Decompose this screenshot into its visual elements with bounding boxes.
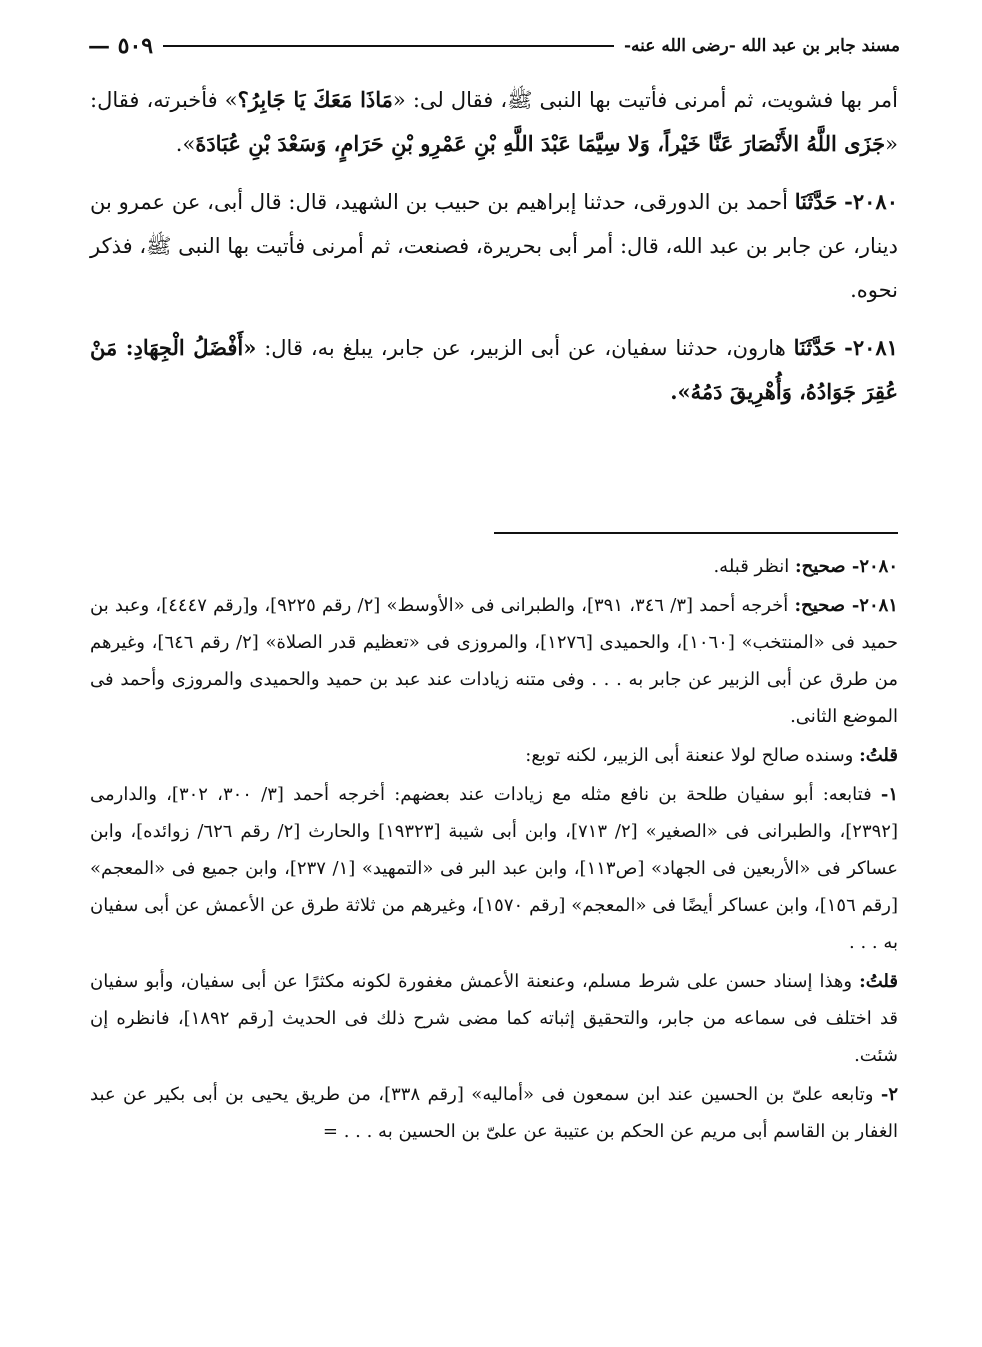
- hadith-text: أحمد بن الدورقى، حدثنا إبراهيم بن حبيب بن الشهيد، قال: قال أبى، عن عمرو بن دينار، عن جابر بن عبد الله، قال: أمر أبى بحريرة، فصنعت، ثم أمرنى فأتيت بها النبى ﷺ، فذكر نحوه.: [90, 190, 898, 302]
- qultu-label: قلتُ:: [859, 971, 898, 992]
- hadith-2081: [90, 326, 898, 414]
- narration-text: » فأخبرته، فقال: «: [90, 88, 898, 156]
- header-rule: [163, 45, 614, 47]
- footnote-2081: [90, 587, 898, 735]
- haddathana-label: حَدَّثَنَا: [794, 189, 838, 214]
- footnote-text: انظر قبله.: [713, 556, 790, 577]
- narration-text: ».: [175, 132, 196, 156]
- footnote-text: وتابعه علىّ بن الحسين عند ابن سمعون فى «أماليه» [رقم ٣٣٨]، من طريق يحيى بن أبى بكير عن عبد الغفار بن القاسم أبى مريم عن الحكم بن عتيبة عن علىّ بن الحسين به . . . =: [90, 1084, 898, 1142]
- hadith-matn: «أَفْضَلُ الْجِهَادِ: مَنْ عُقِرَ جَوَادُهُ، وَأُهْرِيقَ دَمُهُ».: [90, 335, 898, 404]
- footnote-text: أخرجه أحمد [٣/ ٣٤٦، ٣٩١]، والطبرانى فى «الأوسط» [٢/ رقم ٩٢٢٥]، و[رقم ٤٤٤٧]، وعبد بن حميد فى «المنتخب» [١٠٦٠]، والحميدى [١٢٧٦]، والمروزى فى «تعظيم قدر الصلاة» [٢/ رقم ٦٤٦]، وغيرهم من طرق عن أبى الزبير عن جابر به . . . وفى متنه زيادات عند عبد بن حميد والحميدى والمروزى وأحمد فى الموضع الثانى.: [90, 595, 898, 727]
- footnote-qultu-1: [90, 737, 898, 774]
- mutaba-number: ١-: [880, 784, 898, 805]
- footnotes: [90, 548, 898, 1152]
- footnote-2080: [90, 548, 898, 585]
- footnote-text: فتابعه: أبو سفيان طلحة بن نافع مثله مع زيادات عند بعضهم: أخرجه أحمد [٣/ ٣٠٠، ٣٠٢]، والدارمى [٢٣٩٢]، والطبرانى فى «الصغير» [٢/ ٧١٣]، وابن أبى شيبة [١٩٣٢٣] والحارث [٢/ رقم ٦٢٦/ زوائده]، وابن عساكر فى «الأربعين فى الجهاد» [ص١١٣]، وابن عبد البر فى «التمهيد» [١/ ٢٣٧]، وابن جميع فى «المعجم» [رقم ١٥٦]، وابن عساكر أيضًا فى «المعجم» [رقم ١٥٧٠]، وغيرهم من ثلاثة طرق عن الأعمش عن أبى سفيان به . . .: [90, 784, 898, 953]
- prophet-quote: مَاذَا مَعَكَ يَا جَابِرُ؟: [237, 87, 393, 112]
- footnote-mutaba-1: [90, 776, 898, 961]
- header-title: مسند جابر بن عبد الله -رضى الله عنه-: [623, 36, 900, 56]
- page-number: ٥٠٩ —: [88, 33, 154, 59]
- hadith-number: ٢٠٨١-: [844, 335, 898, 360]
- haddathana-label: حَدَّثَنَا: [793, 335, 837, 360]
- footnote-label: ٢٠٨١- صحيح:: [794, 595, 898, 616]
- paragraph-continuation: [90, 78, 898, 166]
- footnote-qultu-2: [90, 963, 898, 1074]
- footnote-label: ٢٠٨٠- صحيح:: [794, 556, 898, 577]
- running-header: [88, 26, 900, 66]
- narration-text: أمر بها فشويت، ثم أمرنى فأتيت بها النبى ﷺ، فقال لى: «: [392, 88, 898, 112]
- hadith-2080: [90, 180, 898, 312]
- hadith-text: هارون، حدثنا سفيان، عن أبى الزبير، عن جابر، يبلغ به، قال:: [264, 336, 786, 360]
- footnote-text: وهذا إسناد حسن على شرط مسلم، وعنعنة الأعمش مغفورة لكونه مكثرًا عن أبى سفيان، وأبو سفيان قد اختلف فى سماعه من جابر، والتحقيق إثباته كما مضى شرح ذلك فى الحديث [رقم ١٨٩٢]، فانظره إن شئت.: [90, 971, 898, 1066]
- prophet-quote: جَزَى اللَّهُ الأَنْصَارَ عَنَّا خَيْراً، وَلا سِيَّمَا عَبْدَ اللَّهِ بْنِ عَمْرِو بْنِ حَرَامٍ، وَسَعْدَ بْنِ عُبَادَةَ: [195, 131, 886, 156]
- hadith-number: ٢٠٨٠-: [844, 189, 898, 214]
- qultu-label: قلتُ:: [859, 745, 898, 766]
- footnote-text: وسنده صالح لولا عنعنة أبى الزبير، لكنه توبع:: [525, 745, 854, 766]
- mutaba-number: ٢-: [880, 1084, 898, 1105]
- main-text: [90, 78, 898, 428]
- footnote-mutaba-2: [90, 1076, 898, 1150]
- footnote-separator: [494, 532, 898, 534]
